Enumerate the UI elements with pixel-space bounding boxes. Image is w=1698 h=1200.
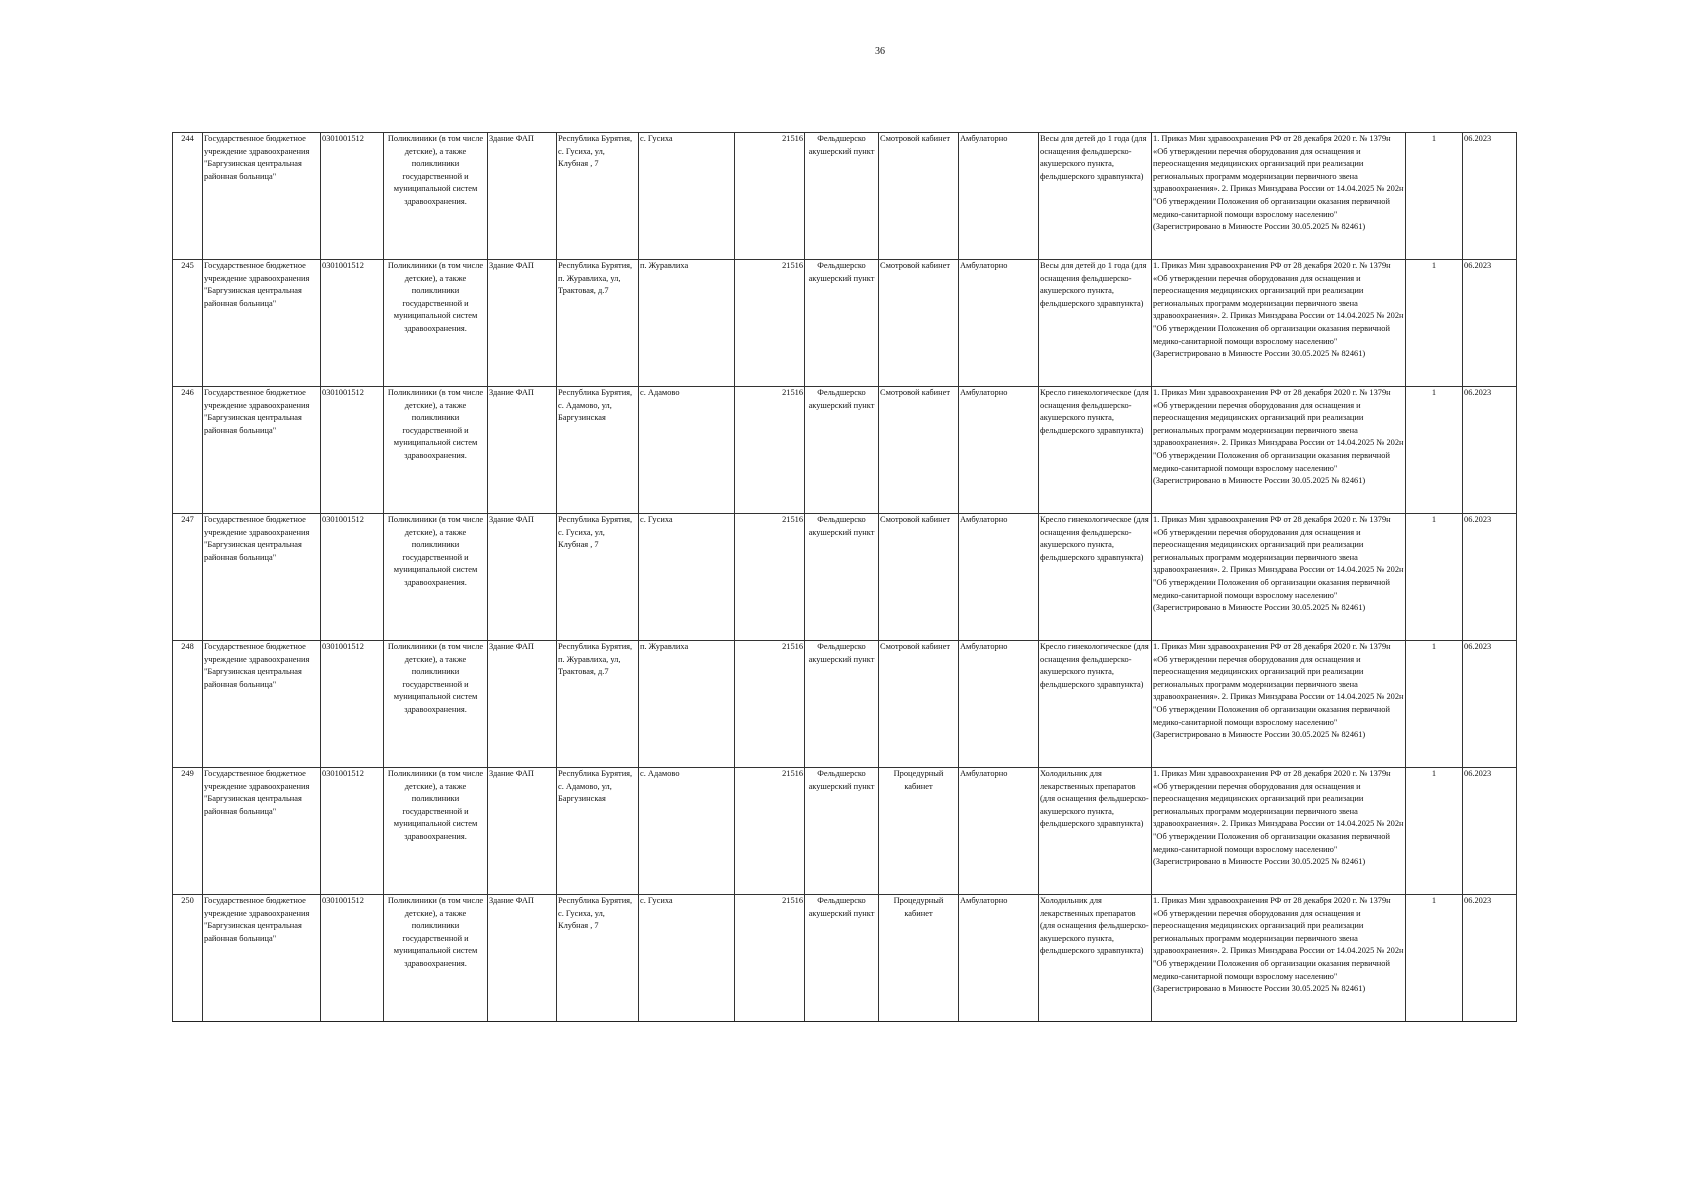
cell-room: Процедурный кабинет <box>879 768 959 895</box>
cell-type: Поликлиники (в том числе детские), а также поликлиники государственной и муниципальной систем здравоохранения. <box>384 260 488 387</box>
cell-code: 0301001512 <box>321 514 384 641</box>
cell-code: 0301001512 <box>321 641 384 768</box>
cell-org: Государственное бюджетное учреждение здравоохранения "Баргузинская центральная районная больница" <box>203 514 321 641</box>
page-number: 36 <box>875 46 885 57</box>
cell-fap: Фельдшерско акушерский пункт <box>805 768 879 895</box>
cell-care: Амбулаторно <box>959 768 1039 895</box>
cell-date: 06.2023 <box>1463 768 1517 895</box>
cell-fap: Фельдшерско акушерский пункт <box>805 260 879 387</box>
cell-org: Государственное бюджетное учреждение здравоохранения "Баргузинская центральная районная больница" <box>203 133 321 260</box>
cell-oktmo: 21516 <box>735 387 805 514</box>
cell-address: Республика Бурятия, с. Гусиха, ул, Клубная , 7 <box>557 514 639 641</box>
cell-date: 06.2023 <box>1463 387 1517 514</box>
cell-num: 246 <box>173 387 203 514</box>
cell-settlement: с. Адамово <box>639 768 735 895</box>
cell-address: Республика Бурятия, п. Журавлиха, ул, Трактовая, д.7 <box>557 641 639 768</box>
cell-num: 245 <box>173 260 203 387</box>
cell-qty: 1 <box>1406 387 1463 514</box>
cell-date: 06.2023 <box>1463 641 1517 768</box>
cell-type: Поликлиники (в том числе детские), а также поликлиники государственной и муниципальной систем здравоохранения. <box>384 387 488 514</box>
cell-address: Республика Бурятия, с. Гусиха, ул, Клубная , 7 <box>557 133 639 260</box>
cell-care: Амбулаторно <box>959 641 1039 768</box>
table-body <box>173 133 1517 1022</box>
cell-code: 0301001512 <box>321 387 384 514</box>
cell-type: Поликлиники (в том числе детские), а также поликлиники государственной и муниципальной систем здравоохранения. <box>384 133 488 260</box>
cell-building: Здание ФАП <box>488 641 557 768</box>
cell-org: Государственное бюджетное учреждение здравоохранения "Баргузинская центральная районная больница" <box>203 895 321 1022</box>
cell-care: Амбулаторно <box>959 133 1039 260</box>
cell-equipment: Весы для детей до 1 года (для оснащения фельдшерско-акушерского пункта, фельдшерского здравпункта) <box>1039 133 1152 260</box>
cell-basis: 1. Приказ Мин здравоохранения РФ от 28 декабря 2020 г. № 1379н «Об утверждении перечня оборудования для оснащения и переоснащения медицинских организаций при реализации региональных программ модернизации первичного звена здравоохранения». 2. Приказ Минздрава России от 14.04.2025 № 202н "Об утверждении Положения об организации оказания первичной медико-санитарной помощи взрослому населению" (Зарегистрировано в Минюсте России 30.05.2025 № 82461) <box>1152 387 1406 514</box>
cell-code: 0301001512 <box>321 895 384 1022</box>
cell-oktmo: 21516 <box>735 133 805 260</box>
cell-qty: 1 <box>1406 133 1463 260</box>
cell-oktmo: 21516 <box>735 260 805 387</box>
cell-fap: Фельдшерско акушерский пункт <box>805 387 879 514</box>
cell-qty: 1 <box>1406 514 1463 641</box>
cell-org: Государственное бюджетное учреждение здравоохранения "Баргузинская центральная районная больница" <box>203 260 321 387</box>
cell-type: Поликлиники (в том числе детские), а также поликлиники государственной и муниципальной систем здравоохранения. <box>384 768 488 895</box>
cell-fap: Фельдшерско акушерский пункт <box>805 895 879 1022</box>
cell-settlement: с. Гусиха <box>639 895 735 1022</box>
cell-settlement: с. Гусиха <box>639 514 735 641</box>
table-row <box>173 260 1517 387</box>
cell-room: Смотровой кабинет <box>879 514 959 641</box>
cell-address: Республика Бурятия, с. Адамово, ул, Баргузинская <box>557 387 639 514</box>
cell-address: Республика Бурятия, с. Гусиха, ул, Клубная , 7 <box>557 895 639 1022</box>
cell-settlement: п. Журавлиха <box>639 260 735 387</box>
cell-room: Смотровой кабинет <box>879 260 959 387</box>
cell-equipment: Кресло гинекологическое (для оснащения фельдшерско-акушерского пункта, фельдшерского здравпункта) <box>1039 387 1152 514</box>
table-row <box>173 133 1517 260</box>
cell-oktmo: 21516 <box>735 768 805 895</box>
cell-num: 247 <box>173 514 203 641</box>
cell-num: 244 <box>173 133 203 260</box>
cell-type: Поликлиники (в том числе детские), а также поликлиники государственной и муниципальной систем здравоохранения. <box>384 514 488 641</box>
cell-equipment: Весы для детей до 1 года (для оснащения фельдшерско-акушерского пункта, фельдшерского здравпункта) <box>1039 260 1152 387</box>
cell-fap: Фельдшерско акушерский пункт <box>805 641 879 768</box>
table-row <box>173 387 1517 514</box>
cell-qty: 1 <box>1406 641 1463 768</box>
cell-qty: 1 <box>1406 895 1463 1022</box>
cell-org: Государственное бюджетное учреждение здравоохранения "Баргузинская центральная районная больница" <box>203 641 321 768</box>
cell-date: 06.2023 <box>1463 514 1517 641</box>
cell-building: Здание ФАП <box>488 768 557 895</box>
cell-basis: 1. Приказ Мин здравоохранения РФ от 28 декабря 2020 г. № 1379н «Об утверждении перечня оборудования для оснащения и переоснащения медицинских организаций при реализации региональных программ модернизации первичного звена здравоохранения». 2. Приказ Минздрава России от 14.04.2025 № 202н "Об утверждении Положения об организации оказания первичной медико-санитарной помощи взрослому населению" (Зарегистрировано в Минюсте России 30.05.2025 № 82461) <box>1152 260 1406 387</box>
cell-date: 06.2023 <box>1463 133 1517 260</box>
table-row <box>173 768 1517 895</box>
cell-code: 0301001512 <box>321 133 384 260</box>
cell-code: 0301001512 <box>321 260 384 387</box>
cell-basis: 1. Приказ Мин здравоохранения РФ от 28 декабря 2020 г. № 1379н «Об утверждении перечня оборудования для оснащения и переоснащения медицинских организаций при реализации региональных программ модернизации первичного звена здравоохранения». 2. Приказ Минздрава России от 14.04.2025 № 202н "Об утверждении Положения об организации оказания первичной медико-санитарной помощи взрослому населению" (Зарегистрировано в Минюсте России 30.05.2025 № 82461) <box>1152 133 1406 260</box>
table-row <box>173 641 1517 768</box>
cell-num: 250 <box>173 895 203 1022</box>
cell-room: Смотровой кабинет <box>879 387 959 514</box>
cell-building: Здание ФАП <box>488 387 557 514</box>
cell-qty: 1 <box>1406 260 1463 387</box>
cell-date: 06.2023 <box>1463 260 1517 387</box>
cell-building: Здание ФАП <box>488 514 557 641</box>
cell-building: Здание ФАП <box>488 133 557 260</box>
cell-equipment: Холодильник для лекарственных препаратов (для оснащения фельдшерско-акушерского пункта, фельдшерского здравпункта) <box>1039 895 1152 1022</box>
cell-type: Поликлиники (в том числе детские), а также поликлиники государственной и муниципальной систем здравоохранения. <box>384 895 488 1022</box>
cell-care: Амбулаторно <box>959 514 1039 641</box>
cell-org: Государственное бюджетное учреждение здравоохранения "Баргузинская центральная районная больница" <box>203 387 321 514</box>
table-row <box>173 895 1517 1022</box>
cell-equipment: Холодильник для лекарственных препаратов (для оснащения фельдшерско-акушерского пункта, фельдшерского здравпункта) <box>1039 768 1152 895</box>
cell-settlement: с. Гусиха <box>639 133 735 260</box>
cell-care: Амбулаторно <box>959 387 1039 514</box>
table-row <box>173 514 1517 641</box>
cell-org: Государственное бюджетное учреждение здравоохранения "Баргузинская центральная районная больница" <box>203 768 321 895</box>
cell-date: 06.2023 <box>1463 895 1517 1022</box>
cell-basis: 1. Приказ Мин здравоохранения РФ от 28 декабря 2020 г. № 1379н «Об утверждении перечня оборудования для оснащения и переоснащения медицинских организаций при реализации региональных программ модернизации первичного звена здравоохранения». 2. Приказ Минздрава России от 14.04.2025 № 202н "Об утверждении Положения об организации оказания первичной медико-санитарной помощи взрослому населению" (Зарегистрировано в Минюсте России 30.05.2025 № 82461) <box>1152 768 1406 895</box>
cell-room: Смотровой кабинет <box>879 133 959 260</box>
cell-oktmo: 21516 <box>735 514 805 641</box>
cell-num: 249 <box>173 768 203 895</box>
cell-num: 248 <box>173 641 203 768</box>
cell-building: Здание ФАП <box>488 895 557 1022</box>
cell-care: Амбулаторно <box>959 260 1039 387</box>
cell-basis: 1. Приказ Мин здравоохранения РФ от 28 декабря 2020 г. № 1379н «Об утверждении перечня оборудования для оснащения и переоснащения медицинских организаций при реализации региональных программ модернизации первичного звена здравоохранения». 2. Приказ Минздрава России от 14.04.2025 № 202н "Об утверждении Положения об организации оказания первичной медико-санитарной помощи взрослому населению" (Зарегистрировано в Минюсте России 30.05.2025 № 82461) <box>1152 514 1406 641</box>
cell-fap: Фельдшерско акушерский пункт <box>805 514 879 641</box>
cell-oktmo: 21516 <box>735 895 805 1022</box>
cell-oktmo: 21516 <box>735 641 805 768</box>
equipment-register-table <box>172 132 1517 1022</box>
cell-address: Республика Бурятия, с. Адамово, ул, Баргузинская <box>557 768 639 895</box>
cell-care: Амбулаторно <box>959 895 1039 1022</box>
cell-settlement: п. Журавлиха <box>639 641 735 768</box>
cell-building: Здание ФАП <box>488 260 557 387</box>
cell-basis: 1. Приказ Мин здравоохранения РФ от 28 декабря 2020 г. № 1379н «Об утверждении перечня оборудования для оснащения и переоснащения медицинских организаций при реализации региональных программ модернизации первичного звена здравоохранения». 2. Приказ Минздрава России от 14.04.2025 № 202н "Об утверждении Положения об организации оказания первичной медико-санитарной помощи взрослому населению" (Зарегистрировано в Минюсте России 30.05.2025 № 82461) <box>1152 641 1406 768</box>
cell-basis: 1. Приказ Мин здравоохранения РФ от 28 декабря 2020 г. № 1379н «Об утверждении перечня оборудования для оснащения и переоснащения медицинских организаций при реализации региональных программ модернизации первичного звена здравоохранения». 2. Приказ Минздрава России от 14.04.2025 № 202н "Об утверждении Положения об организации оказания первичной медико-санитарной помощи взрослому населению" (Зарегистрировано в Минюсте России 30.05.2025 № 82461) <box>1152 895 1406 1022</box>
cell-code: 0301001512 <box>321 768 384 895</box>
cell-qty: 1 <box>1406 768 1463 895</box>
cell-address: Республика Бурятия, п. Журавлиха, ул, Трактовая, д.7 <box>557 260 639 387</box>
cell-type: Поликлиники (в том числе детские), а также поликлиники государственной и муниципальной систем здравоохранения. <box>384 641 488 768</box>
cell-equipment: Кресло гинекологическое (для оснащения фельдшерско-акушерского пункта, фельдшерского здравпункта) <box>1039 514 1152 641</box>
cell-equipment: Кресло гинекологическое (для оснащения фельдшерско-акушерского пункта, фельдшерского здравпункта) <box>1039 641 1152 768</box>
cell-fap: Фельдшерско акушерский пункт <box>805 133 879 260</box>
cell-room: Процедурный кабинет <box>879 895 959 1022</box>
cell-room: Смотровой кабинет <box>879 641 959 768</box>
cell-settlement: с. Адамово <box>639 387 735 514</box>
